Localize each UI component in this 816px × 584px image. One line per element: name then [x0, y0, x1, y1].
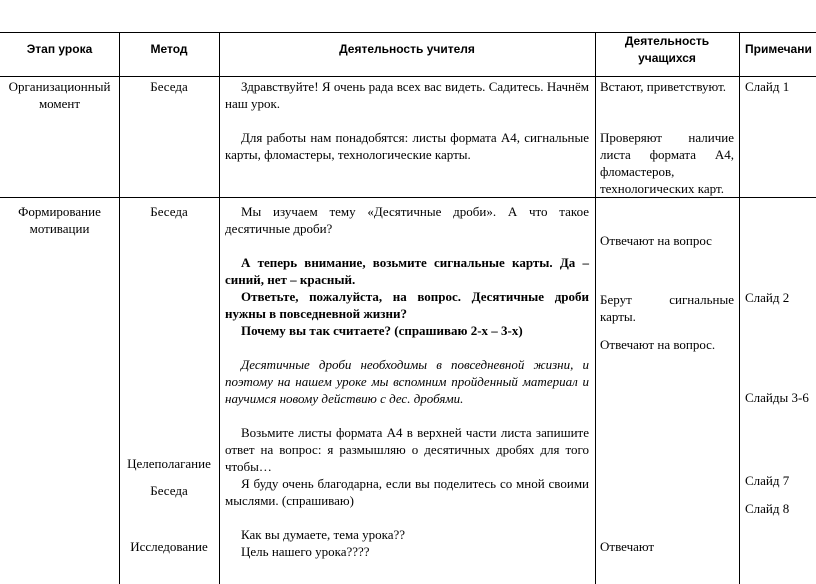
row2-students-answer: Отвечают на вопрос: [600, 233, 712, 248]
row2-teacher-topic: Мы изучаем тему «Десятичные дроби». А что такое десятичные дроби?: [225, 204, 589, 236]
row2-notes-slide-7: Слайд 7: [745, 473, 790, 488]
row1-stage: Организационный момент: [8, 79, 111, 111]
row2-notes-slide-8: Слайд 8: [745, 501, 790, 516]
col-divider-3: [595, 32, 596, 584]
header-notes: Примечани: [745, 42, 812, 56]
row1-students-greet: Встают, приветствуют.: [600, 79, 727, 94]
row1-teacher: [225, 78, 589, 163]
row2-teacher: [225, 203, 589, 560]
header-student-activity: [595, 33, 739, 67]
row2-students-answer-3: Отвечают: [600, 539, 655, 554]
row2-method-conversation: Беседа: [150, 204, 188, 219]
header-bottom-border: [0, 76, 816, 77]
row1-method: Беседа: [150, 79, 188, 94]
col-divider-1: [119, 32, 120, 584]
header-stage: Этап урока: [26, 42, 93, 56]
row2-students-answer-2: Отвечают на вопрос.: [600, 337, 716, 352]
row2-method-conversation-2: Беседа: [150, 483, 188, 498]
row2-notes-slides-3-6: Слайды 3-6: [745, 390, 809, 405]
row2-teacher-topic-question: Как вы думаете, тема урока??: [241, 527, 406, 542]
row2-students-take-cards: Берут сигнальные карты.: [600, 292, 734, 324]
header-teacher-activity: Деятельность учителя: [339, 42, 475, 56]
col-divider-2: [219, 32, 220, 584]
row1-students-check: Проверяют наличие листа формата А4, фломастеров, технологических карт.: [600, 130, 734, 196]
header-method: Метод: [150, 42, 188, 56]
row2-teacher-share: Я буду очень благодарна, если вы поделитесь со мной своими мыслями. (спрашиваю): [225, 476, 589, 508]
header-student-activity-line2: учащихся: [638, 51, 696, 65]
row2-teacher-goal-question: Цель нашего урока????: [241, 544, 370, 559]
row1-students: [600, 78, 734, 197]
row2-teacher-question: Ответьте, пожалуйста, на вопрос. Десятичные дроби нужны в повседневной жизни?: [225, 289, 589, 321]
row1-teacher-materials: Для работы нам понадобятся: листы формата А4, сигнальные карты, фломастеры, технологические карты.: [225, 130, 589, 162]
row1-notes: Слайд 1: [745, 79, 790, 94]
header-student-activity-line1: Деятельность: [624, 34, 710, 48]
col-divider-4: [739, 32, 740, 584]
row2-method-research: Исследование: [130, 539, 208, 554]
row2-notes-slide-2: Слайд 2: [745, 290, 790, 305]
row1-bottom-border: [0, 197, 816, 198]
row1-teacher-greeting: Здравствуйте! Я очень рада всех вас видеть. Садитесь. Начнём наш урок.: [225, 79, 589, 111]
row2-teacher-why: Почему вы так считаете? (спрашиваю 2-х – 3-х): [241, 323, 523, 338]
row2-teacher-motivation: Десятичные дроби необходимы в повседневной жизни, и поэтому на нашем уроке мы вспомним пройденный материал и научимся новому действию с дес. дробями.: [225, 357, 589, 406]
row2-teacher-a4-task: Возьмите листы формата А4 в верхней части листа запишите ответ на вопрос: я размышляю о десятичных дробях для того чтобы…: [225, 425, 589, 474]
row2-teacher-signal-cards: А теперь внимание, возьмите сигнальные карты. Да – синий, нет – красный.: [225, 255, 589, 287]
row2-stage: Формирование мотивации: [18, 204, 101, 236]
row2-method-goal-setting: Целеполагание: [127, 456, 211, 471]
